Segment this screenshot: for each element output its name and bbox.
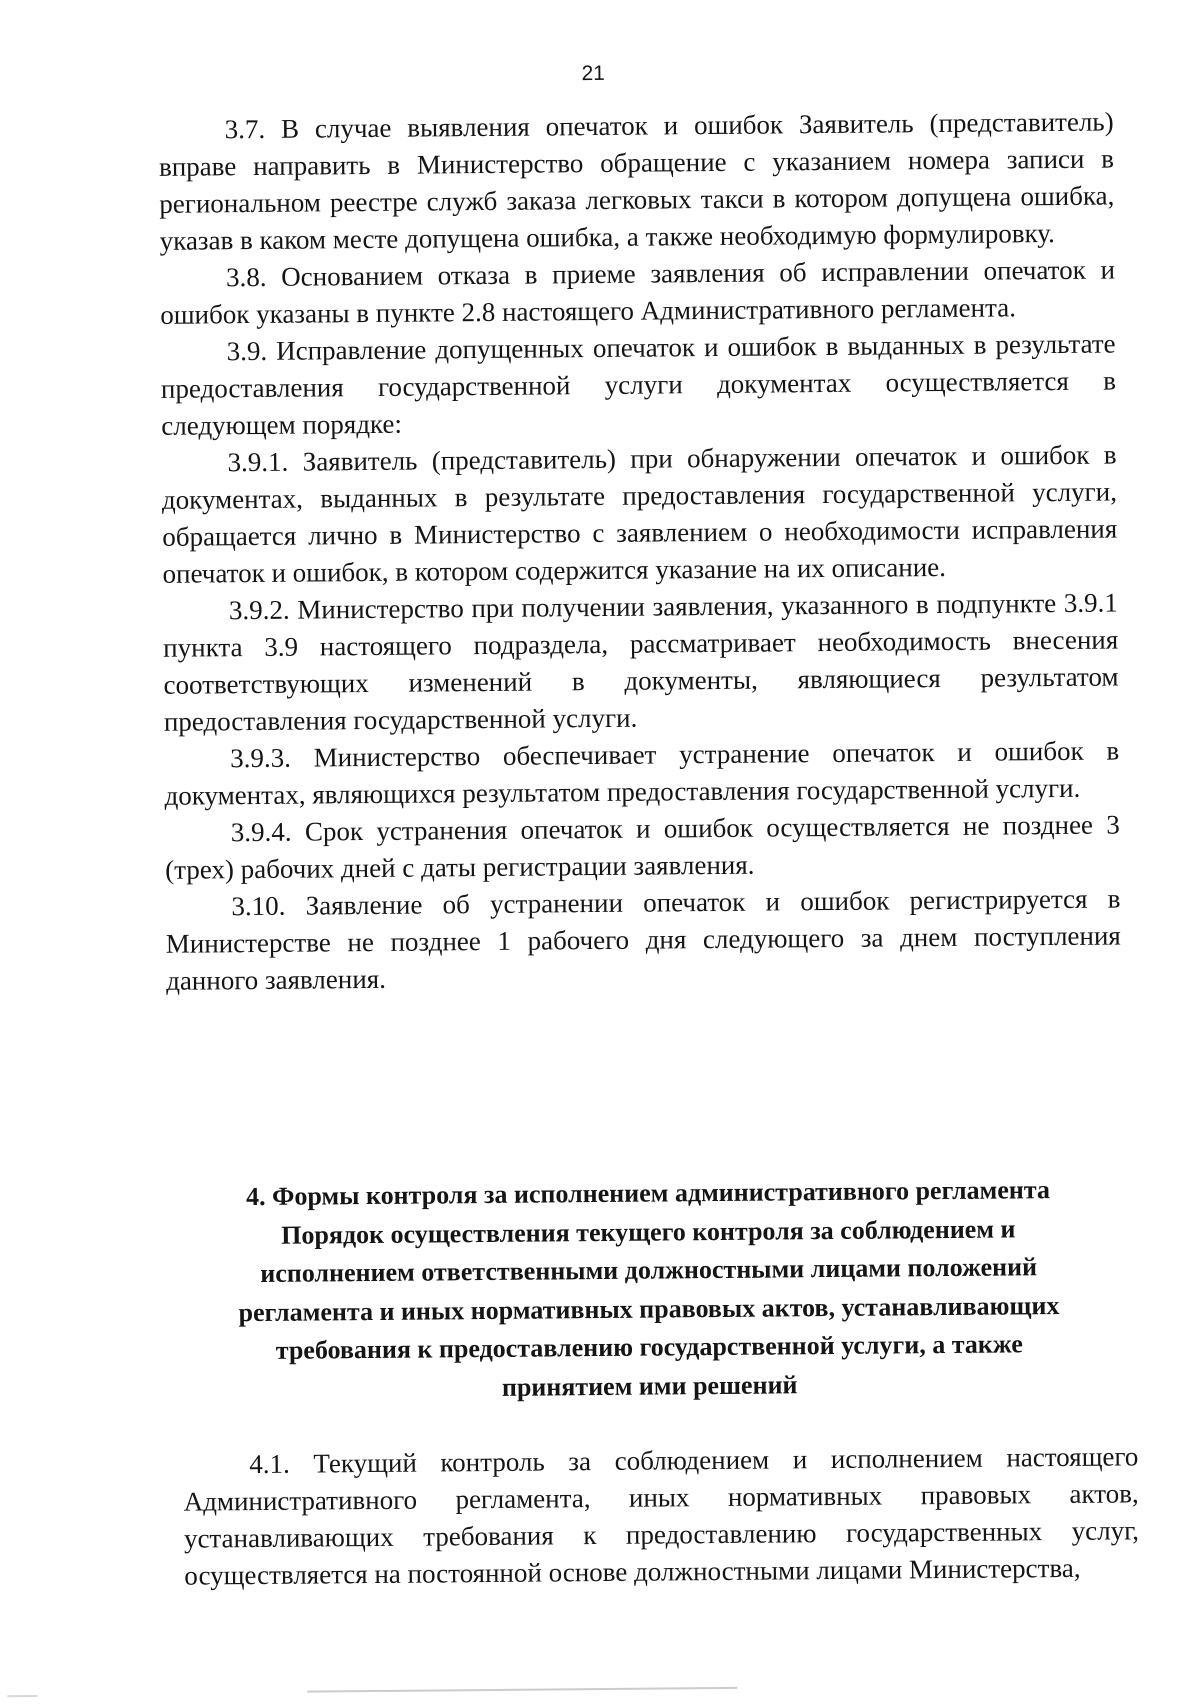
paragraph-3-9: 3.9. Исправление допущенных опечаток и ошибок в выданных в результате предоставления государственной услуги документах осуществляется в следующем порядке: — [160, 328, 1117, 441]
paragraph-3-9-1: 3.9.1. Заявитель (представитель) при обнаружении опечаток и ошибок в документах, выданных в результате предоставления государственной услуги, обращается лично в Министерство с заявлением о необходимости исправления опечаток и ошибок, в котором содержится указание на их описание. — [161, 439, 1118, 589]
section-4-heading — [193, 1171, 1105, 1410]
section-4-body — [183, 1438, 1139, 1594]
paragraph-3-10: 3.10. Заявление об устранении опечаток и ошибок регистрируется в Министерстве не позднее 1 рабочего дня следующего за днем поступления данного заявления. — [165, 883, 1121, 996]
heading-line: принятием ими решений — [501, 1369, 798, 1402]
section-3-body — [159, 103, 1122, 999]
page-number: 21 — [581, 61, 605, 86]
paragraph-3-9-2: 3.9.2. Министерство при получении заявления, указанного в подпункте 3.9.1 пункта 3.9 настоящего подраздела, рассматривает необходимость внесения соответствующих изменений в документы, являющиеся результатом предоставления государственной услуги. — [163, 587, 1119, 737]
scan-artifact-mark — [7, 1695, 37, 1697]
heading-line: требования к предоставлению государственной услуги, а также — [275, 1329, 1024, 1365]
heading-line: исполнением ответственными должностными лицами положений — [260, 1252, 1038, 1288]
paragraph-3-9-3: 3.9.3. Министерство обеспечивает устранение опечаток и ошибок в документах, являющихся результатом предоставления государственной услуги. — [164, 735, 1120, 811]
heading-line: регламента и иных нормативных правовых актов, устанавливающих — [238, 1290, 1060, 1327]
heading-line: 4. Формы контроля за исполнением административного регламента — [245, 1175, 1051, 1212]
paragraph-3-8: 3.8. Основанием отказа в приеме заявления об исправлении опечаток и ошибок указаны в пункте 2.8 настоящего Административного регламента. — [160, 254, 1116, 330]
paragraph-3-7: 3.7. В случае выявления опечаток и ошибок Заявитель (представитель) вправе направить в Министерство обращение с указанием номера записи в региональном реестре служб заказа легковых такси в котором допущена ошибка, указав в каком месте допущена ошибка, а также необходимую формулировку. — [158, 106, 1115, 256]
paragraph-3-9-4: 3.9.4. Срок устранения опечаток и ошибок осуществляется не позднее 3 (трех) рабочих дней с даты регистрации заявления. — [165, 809, 1120, 885]
scan-artifact-line — [307, 1687, 737, 1693]
heading-line: Порядок осуществления текущего контроля за соблюдением и — [281, 1213, 1016, 1250]
paragraph-4-1: 4.1. Текущий контроль за соблюдением и исполнением настоящего Административного регламента, иных нормативных правовых актов, устанавливающих требования к предоставлению государственных услуг, осуществляется на постоянной основе должностными лицами Министерства, — [183, 1441, 1140, 1591]
